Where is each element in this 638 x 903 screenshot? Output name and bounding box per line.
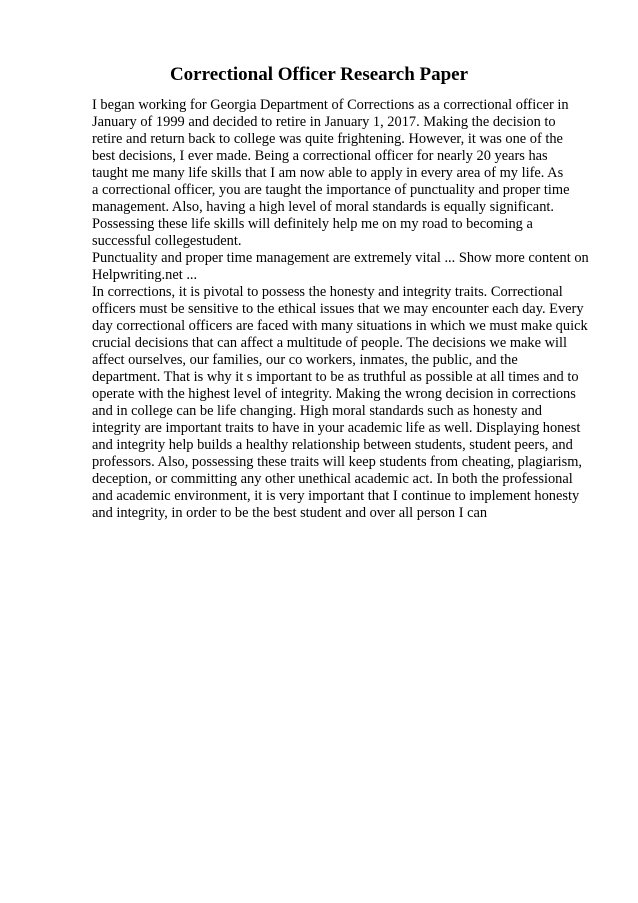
- text-line: operate with the highest level of integrity. Making the wrong decision in corrections: [92, 386, 576, 402]
- text-line: day correctional officers are faced with many situations in which we must make quick: [92, 318, 588, 334]
- text-line: I began working for Georgia Department of Corrections as a correctional officer in: [92, 97, 569, 113]
- text-line: taught me many life skills that I am now able to apply in every area of my life. As: [92, 165, 564, 181]
- text-line: retire and return back to college was quite frightening. However, it was one of the: [92, 131, 563, 147]
- text-line: Helpwriting.net ...: [92, 267, 198, 283]
- text-line: crucial decisions that can affect a multitude of people. The decisions we make will: [92, 335, 567, 351]
- document-title: Correctional Officer Research Paper: [169, 64, 469, 85]
- text-line: best decisions, I ever made. Being a correctional officer for nearly 20 years has: [92, 148, 548, 164]
- text-line: Possessing these life skills will definitely help me on my road to becoming a: [92, 216, 533, 232]
- text-line: officers must be sensitive to the ethical issues that we may encounter each day. Every: [92, 301, 584, 317]
- text-line: professors. Also, possessing these traits will keep students from cheating, plagiarism,: [92, 454, 583, 470]
- text-line: a correctional officer, you are taught the importance of punctuality and proper time: [92, 182, 570, 198]
- text-line: and integrity, in order to be the best student and over all person I can: [92, 505, 488, 521]
- text-line: successful collegestudent.: [92, 233, 242, 249]
- text-line: department. That is why it s important to be as truthful as possible at all times and to: [92, 369, 579, 385]
- text-line: and academic environment, it is very important that I continue to implement honesty: [92, 488, 580, 504]
- text-line: January of 1999 and decided to retire in January 1, 2017. Making the decision to: [92, 114, 556, 130]
- text-line: Punctuality and proper time management are extremely vital ... Show more content on: [92, 250, 589, 266]
- text-line: In corrections, it is pivotal to possess the honesty and integrity traits. Correctional: [92, 284, 563, 300]
- text-line: and in college can be life changing. High moral standards such as honesty and: [92, 403, 542, 419]
- text-line: integrity are important traits to have in your academic life as well. Displaying honest: [92, 420, 581, 436]
- text-line: management. Also, having a high level of moral standards is equally significant.: [92, 199, 554, 215]
- text-line: and integrity help builds a healthy relationship between students, student peers, and: [92, 437, 573, 453]
- text-line: deception, or committing any other unethical academic act. In both the professional: [92, 471, 573, 487]
- text-line: affect ourselves, our families, our co workers, inmates, the public, and the: [92, 352, 518, 368]
